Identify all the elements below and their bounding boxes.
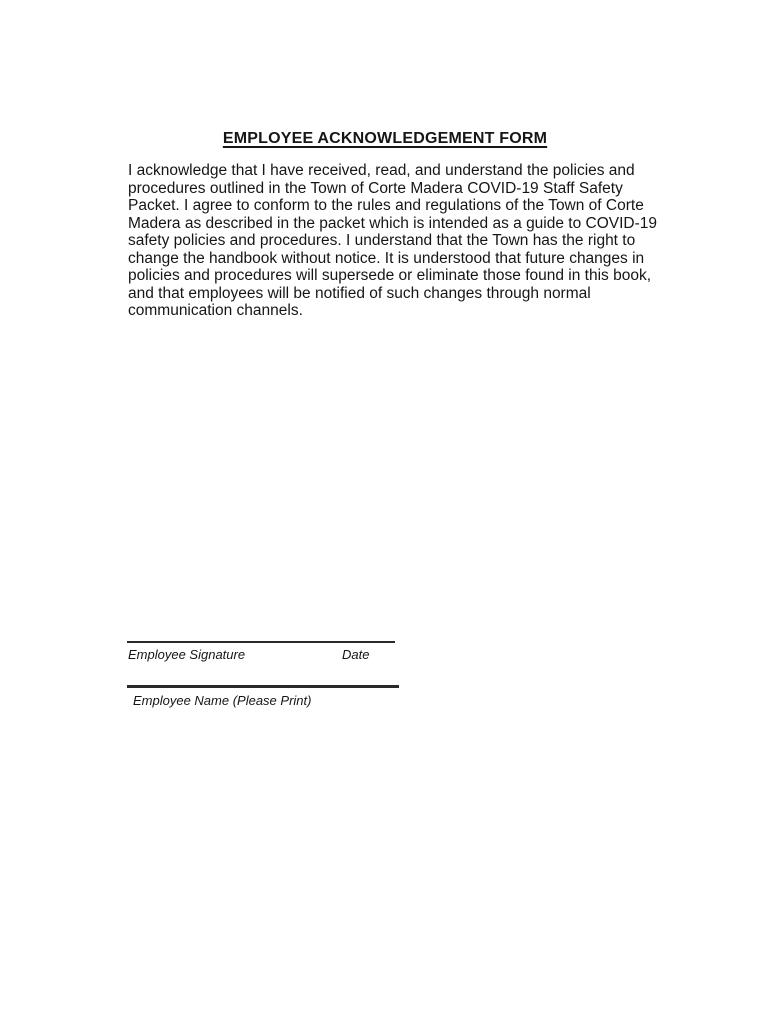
paragraph-line: communication channels. xyxy=(128,302,303,319)
date-label: Date xyxy=(342,647,370,662)
paragraph-line: and that employees will be notified of such changes through normal xyxy=(128,284,591,302)
employee-signature-line xyxy=(127,641,395,643)
paragraph-line: procedures outlined in the Town of Corte Madera COVID-19 Staff Safety xyxy=(128,179,623,197)
document-title: EMPLOYEE ACKNOWLEDGEMENT FORM xyxy=(222,130,548,147)
employee-signature-label: Employee Signature xyxy=(128,647,246,662)
employee-name-line xyxy=(127,685,399,688)
paragraph-line: Madera as described in the packet which is intended as a guide to COVID-19 xyxy=(128,214,658,232)
paragraph-line: safety policies and procedures. I understand that the Town has the right to xyxy=(128,232,636,249)
employee-name-label: Employee Name (Please Print) xyxy=(133,693,312,708)
paragraph-line: Packet. I agree to conform to the rules and regulations of the Town of Corte xyxy=(128,197,644,214)
paragraph-line: change the handbook without notice. It is understood that future changes in xyxy=(128,249,645,267)
acknowledgement-paragraph xyxy=(128,162,668,320)
paragraph-line: policies and procedures will supersede or eliminate those found in this book, xyxy=(128,267,651,284)
paragraph-line: I acknowledge that I have received, read, and understand the policies and xyxy=(128,162,635,179)
